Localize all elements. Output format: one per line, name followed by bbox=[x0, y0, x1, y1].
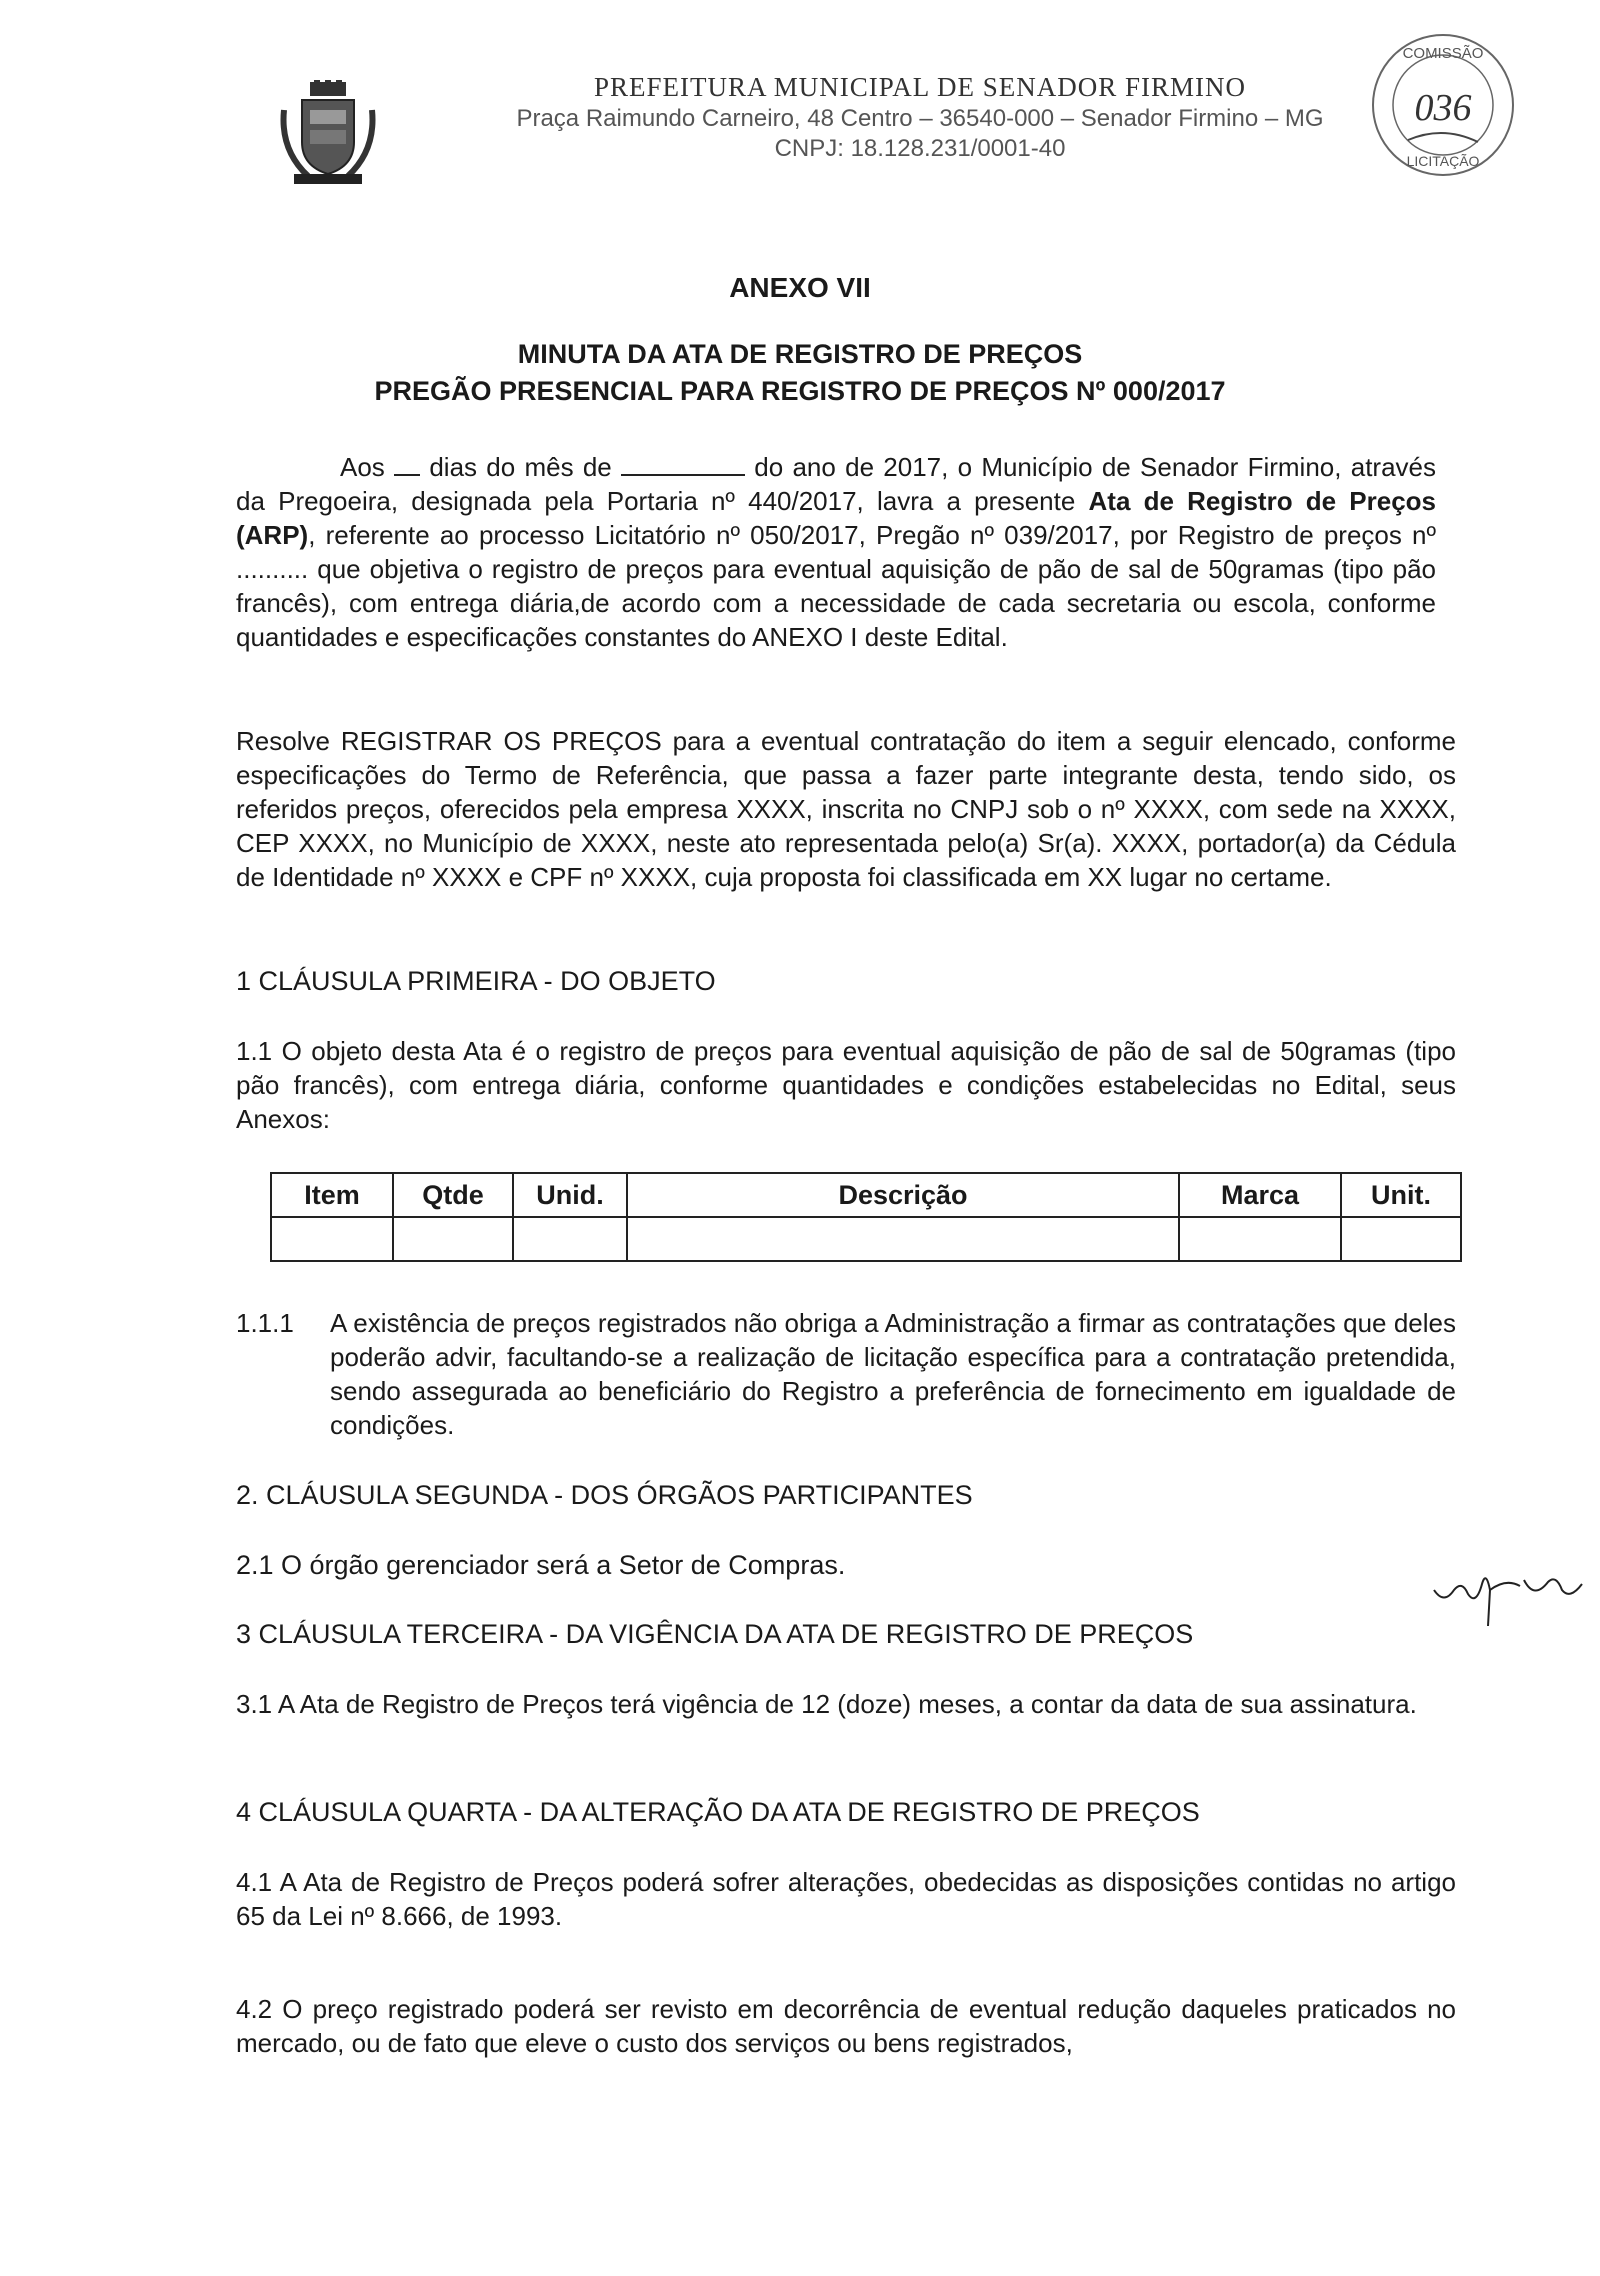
letterhead bbox=[420, 72, 1420, 163]
stamp-top-text: COMISSÃO bbox=[1402, 45, 1484, 62]
table-row bbox=[271, 1217, 1461, 1261]
ata-bold: Ata de Registro de Preços (ARP) bbox=[236, 486, 1437, 550]
col-marca: Marca bbox=[1179, 1173, 1341, 1217]
col-unit: Unit. bbox=[1341, 1173, 1461, 1217]
clause-4-1: 4.1 A Ata de Registro de Preços poderá sofrer alterações, obedecidas as disposições contidas no artigo 65 da Lei nº 8.666, de 1993. bbox=[236, 1867, 1456, 1931]
clause3-title: 3 CLÁUSULA TERCEIRA - DA VIGÊNCIA DA ATA DE REGISTRO DE PREÇOS bbox=[236, 1619, 1194, 1649]
table-header-row bbox=[271, 1173, 1461, 1217]
stamp-number: 036 bbox=[1414, 87, 1472, 129]
intro-dias: dias do mês de bbox=[429, 452, 612, 482]
intro-paragraph bbox=[236, 450, 1436, 654]
clause-1-1-text: O objeto desta Ata é o registro de preços para eventual aquisição de pão de sal de 50gramas (tipo pão francês), com entrega diária, conforme quantidades e condições estabelecidas no Edital, seus Anexos: bbox=[236, 1036, 1456, 1134]
intro-aos: Aos bbox=[340, 452, 385, 482]
day-blank bbox=[394, 452, 420, 476]
org-name: PREFEITURA MUNICIPAL DE SENADOR FIRMINO bbox=[593, 72, 1247, 102]
clause-1-1-1 bbox=[236, 1306, 1456, 1442]
clause2-title: 2. CLÁUSULA SEGUNDA - DOS ÓRGÃOS PARTICIPANTES bbox=[236, 1480, 973, 1510]
intro-ano: do ano de 2017, o Município de Senador Firmino, bbox=[754, 452, 1342, 482]
clause-1-1-num: 1.1 bbox=[236, 1036, 273, 1066]
clause-1-1 bbox=[236, 1034, 1456, 1136]
commission-stamp bbox=[1368, 30, 1518, 180]
pregao-title: PREGÃO PRESENCIAL PARA REGISTRO DE PREÇOS Nº 000/2017 bbox=[374, 376, 1226, 406]
col-item: Item bbox=[271, 1173, 393, 1217]
intro-line3: , referente ao processo Licitatório nº 050/2017, Pregão nº 039/2017, por Registro de preços nº .......... que objetiva o registro de preços para eventual aquisição de pão de sal de 50gramas (tipo pão francês), com entrega diária,de acordo com a necessidade de cada secretaria ou escola, conforme quantidades e especificações constantes do ANEXO I deste Edital. bbox=[236, 520, 1436, 652]
handwritten-initials bbox=[1424, 1560, 1594, 1630]
clause-3-1: 3.1 A Ata de Registro de Preços terá vigência de 12 (doze) meses, a contar da data de sua assinatura. bbox=[236, 1689, 1417, 1719]
col-unid: Unid. bbox=[513, 1173, 627, 1217]
clause-1-1-1-num: 1.1.1 bbox=[236, 1308, 294, 1338]
clause1-title: 1 CLÁUSULA PRIMEIRA - DO OBJETO bbox=[236, 966, 716, 996]
col-descricao: Descrição bbox=[627, 1173, 1179, 1217]
municipal-crest-icon bbox=[280, 80, 376, 190]
org-address: Praça Raimundo Carneiro, 48 Centro – 36540-000 – Senador Firmino – MG bbox=[516, 105, 1324, 132]
minuta-title: MINUTA DA ATA DE REGISTRO DE PREÇOS bbox=[517, 339, 1083, 369]
org-cnpj: CNPJ: 18.128.231/0001-40 bbox=[774, 135, 1066, 162]
clause-1-1-1-text: A existência de preços registrados não obriga a Administração a firmar as contratações que deles poderão advir, facultando-se a realização de licitação específica para a contratação pretendida, sendo assegurada ao beneficiário do Registro a preferência de fornecimento em igualdade de condições. bbox=[330, 1308, 1456, 1440]
col-qtde: Qtde bbox=[393, 1173, 513, 1217]
intro-line2: através da Pregoeira, designada pela Portaria nº 440/2017, lavra a presente bbox=[236, 452, 1436, 516]
annex-title: ANEXO VII bbox=[729, 272, 871, 303]
document-titles bbox=[0, 336, 1600, 410]
clause-4-2: 4.2 O preço registrado poderá ser revisto em decorrência de eventual redução daqueles praticados no mercado, ou de fato que eleve o custo dos serviços ou bens registrados, bbox=[236, 1994, 1456, 2058]
items-table bbox=[270, 1172, 1462, 1262]
clause4-title: 4 CLÁUSULA QUARTA - DA ALTERAÇÃO DA ATA DE REGISTRO DE PREÇOS bbox=[236, 1797, 1200, 1827]
month-blank bbox=[621, 452, 745, 476]
stamp-bottom-text: LICITAÇÃO bbox=[1406, 153, 1480, 169]
resolve-paragraph: Resolve REGISTRAR OS PREÇOS para a eventual contratação do item a seguir elencado, conforme especificações do Termo de Referência, que passa a fazer parte integrante desta, tendo sido, os referidos preços, oferecidos pela empresa XXXX, inscrita no CNPJ sob o nº XXXX, com sede na XXXX, CEP XXXX, no Município de XXXX, neste ato representada pelo(a) Sr(a). XXXX, portador(a) da Cédula de Identidade nº XXXX e CPF nº XXXX, cuja proposta foi classificada em XX lugar no certame. bbox=[236, 726, 1456, 892]
clause-2-1: 2.1 O órgão gerenciador será a Setor de Compras. bbox=[236, 1550, 846, 1580]
